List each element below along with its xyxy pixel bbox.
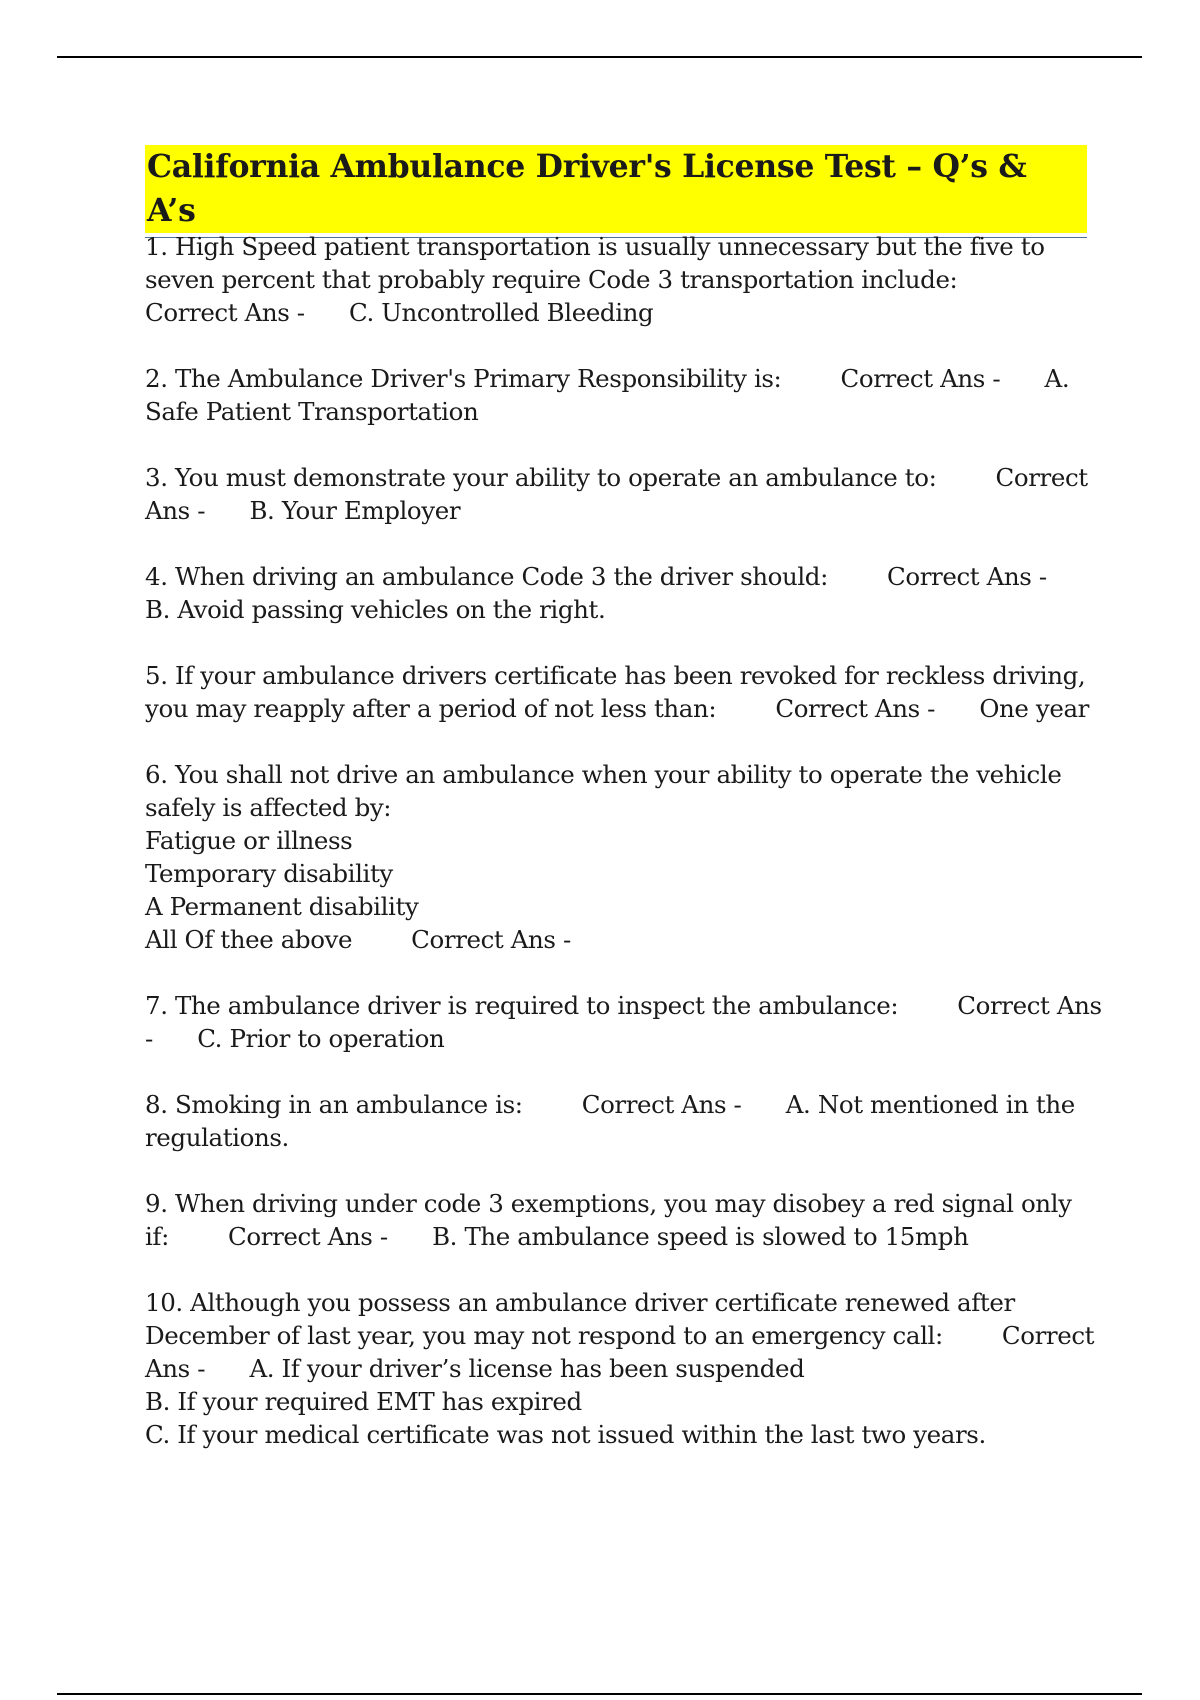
- question-line: Fatigue or illness: [145, 826, 353, 855]
- question-line: safely is affected by:: [145, 793, 392, 822]
- title-block: [145, 145, 1087, 238]
- question-line: A Permanent disability: [145, 892, 419, 921]
- question-line: - C. Prior to operation: [145, 1024, 445, 1053]
- question-item: [145, 758, 1090, 956]
- question-line: Correct Ans - C. Uncontrolled Bleeding: [145, 298, 654, 327]
- question-line: 3. You must demonstrate your ability to operate an ambulance to: Correct: [145, 463, 1088, 492]
- question-line: Safe Patient Transportation: [145, 397, 479, 426]
- question-line: regulations.: [145, 1123, 289, 1152]
- question-item: [145, 1187, 1090, 1253]
- question-item: [145, 560, 1090, 626]
- question-line: seven percent that probably require Code 3 transportation include:: [145, 265, 958, 294]
- question-item: [145, 1286, 1095, 1451]
- question-item: [145, 1088, 1090, 1154]
- question-line: 4. When driving an ambulance Code 3 the driver should: Correct Ans -: [145, 562, 1047, 591]
- question-line: C. If your medical certificate was not issued within the last two years.: [145, 1420, 986, 1449]
- question-line: 8. Smoking in an ambulance is: Correct Ans - A. Not mentioned in the: [145, 1090, 1075, 1119]
- question-line: Ans - B. Your Employer: [145, 496, 461, 525]
- question-line: you may reapply after a period of not less than: Correct Ans - One year: [145, 694, 1089, 723]
- question-item: [145, 461, 1090, 527]
- question-line: B. If your required EMT has expired: [145, 1387, 582, 1416]
- question-line: 5. If your ambulance drivers certificate has been revoked for reckless driving,: [145, 661, 1086, 690]
- question-line: December of last year, you may not respond to an emergency call: Correct: [145, 1321, 1095, 1350]
- question-line: 10. Although you possess an ambulance driver certificate renewed after: [145, 1288, 1015, 1317]
- question-item: [145, 989, 1102, 1055]
- question-line: 7. The ambulance driver is required to inspect the ambulance: Correct Ans: [145, 991, 1102, 1020]
- question-line: 1. High Speed patient transportation is usually unnecessary but the five to: [145, 232, 1045, 261]
- question-item: [145, 362, 1090, 428]
- question-line: 6. You shall not drive an ambulance when your ability to operate the vehicle: [145, 760, 1062, 789]
- question-item: [145, 659, 1090, 725]
- question-item: [145, 230, 1090, 329]
- question-line: if: Correct Ans - B. The ambulance speed is slowed to 15mph: [145, 1222, 969, 1251]
- question-line: 9. When driving under code 3 exemptions, you may disobey a red signal only: [145, 1189, 1072, 1218]
- question-line: Temporary disability: [145, 859, 393, 888]
- question-list: [145, 230, 1102, 1484]
- question-line: 2. The Ambulance Driver's Primary Responsibility is: Correct Ans - A.: [145, 364, 1070, 393]
- question-line: Ans - A. If your driver’s license has been suspended: [145, 1354, 805, 1383]
- header-rule: [57, 56, 1142, 58]
- question-line: All Of thee above Correct Ans -: [145, 925, 571, 954]
- question-line: B. Avoid passing vehicles on the right.: [145, 595, 606, 624]
- footer-rule: [57, 1693, 1142, 1695]
- document-title: California Ambulance Driver's License Test – Q’s & A’s: [145, 145, 1087, 233]
